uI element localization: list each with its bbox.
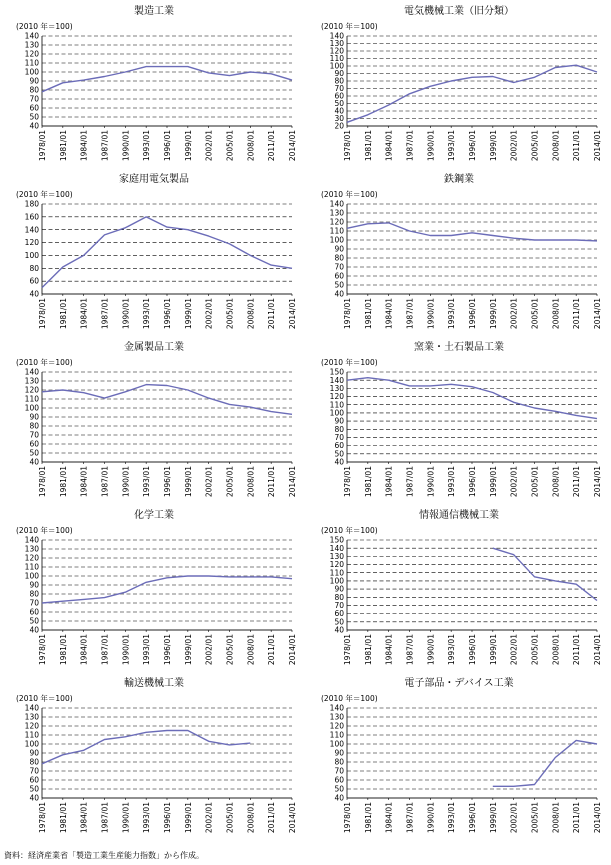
y-tick-label: 50 (334, 99, 344, 109)
y-tick-label: 100 (329, 576, 344, 586)
x-tick-label: 2011/01 (267, 802, 277, 834)
y-tick-label: 70 (29, 766, 39, 776)
x-tick-label: 1978/01 (38, 802, 47, 834)
y-tick-label: 50 (334, 617, 344, 627)
y-tick-label: 40 (29, 121, 39, 131)
y-tick-label: 90 (29, 76, 39, 86)
y-tick-label: 130 (329, 712, 344, 722)
x-tick-label: 1990/01 (121, 466, 131, 498)
y-tick-label: 70 (334, 84, 344, 94)
y-tick-label: 140 (24, 535, 39, 545)
x-tick-label: 2014/01 (288, 130, 297, 162)
x-tick-label: 1990/01 (426, 634, 436, 666)
chart-svg (4, 340, 304, 508)
x-tick-label: 2005/01 (530, 466, 540, 498)
x-tick-label: 1987/01 (100, 298, 110, 330)
y-tick-label: 90 (334, 69, 344, 79)
y-tick-label: 130 (24, 40, 39, 50)
y-tick-label: 20 (334, 121, 344, 131)
x-tick-label: 2014/01 (593, 298, 602, 330)
x-tick-label: 1996/01 (163, 130, 172, 162)
y-tick-label: 50 (334, 784, 344, 794)
y-tick-label: 120 (24, 553, 39, 563)
y-tick-label: 40 (334, 289, 344, 299)
y-tick-label: 70 (29, 94, 39, 104)
x-tick-label: 2002/01 (509, 802, 519, 834)
y-tick-label: 110 (329, 54, 344, 64)
y-tick-label: 80 (334, 76, 344, 86)
y-tick-label: 140 (329, 199, 344, 209)
x-tick-label: 2002/01 (509, 466, 519, 498)
y-tick-label: 110 (24, 730, 39, 740)
y-tick-label: 70 (334, 601, 344, 611)
chart-panel (4, 676, 304, 844)
x-tick-label: 1981/01 (363, 130, 373, 162)
y-tick-label: 100 (329, 61, 344, 71)
x-tick-label: 1993/01 (142, 466, 152, 498)
y-tick-label: 100 (24, 251, 39, 261)
x-tick-label: 2005/01 (225, 130, 235, 162)
y-tick-label: 80 (29, 85, 39, 95)
x-tick-label: 2008/01 (551, 466, 561, 498)
x-tick-label: 1981/01 (363, 634, 373, 666)
x-tick-label: 1978/01 (38, 298, 47, 330)
chart-svg (309, 172, 609, 340)
y-tick-label: 40 (29, 625, 39, 635)
y-tick-label: 140 (329, 31, 344, 41)
x-tick-label: 2005/01 (225, 802, 235, 834)
x-tick-label: 1990/01 (426, 298, 436, 330)
y-tick-label: 60 (334, 91, 344, 101)
y-tick-label: 120 (329, 392, 344, 402)
x-tick-label: 1987/01 (405, 466, 415, 498)
unit-label: (2010 年＝100) (321, 694, 378, 703)
y-tick-label: 140 (24, 225, 39, 235)
x-tick-label: 2002/01 (509, 298, 519, 330)
x-tick-label: 2008/01 (551, 129, 561, 162)
y-tick-label: 100 (329, 235, 344, 245)
x-tick-label: 1981/01 (363, 802, 373, 834)
y-tick-label: 70 (334, 766, 344, 776)
y-tick-label: 80 (334, 757, 344, 767)
y-tick-label: 160 (24, 212, 39, 222)
y-tick-label: 60 (334, 609, 344, 619)
series-line (42, 576, 292, 603)
x-tick-label: 1987/01 (100, 802, 110, 834)
x-tick-label: 1987/01 (405, 298, 415, 330)
x-tick-label: 1978/01 (38, 634, 47, 666)
x-tick-label: 1987/01 (405, 130, 415, 162)
y-tick-label: 100 (329, 739, 344, 749)
y-tick-label: 80 (29, 421, 39, 431)
x-tick-label: 2005/01 (530, 634, 540, 666)
x-tick-label: 2005/01 (530, 802, 540, 834)
y-tick-label: 110 (329, 400, 344, 410)
x-tick-label: 1984/01 (79, 298, 89, 330)
x-tick-label: 2008/01 (246, 129, 256, 162)
y-tick-label: 50 (29, 616, 39, 626)
unit-label: (2010 年＝100) (16, 190, 73, 199)
x-tick-label: 1999/01 (488, 130, 498, 162)
x-tick-label: 2008/01 (246, 466, 256, 498)
x-tick-label: 1981/01 (58, 130, 68, 162)
y-tick-label: 130 (24, 712, 39, 722)
chart-title: 窯業・土石製品工業 (414, 342, 504, 353)
x-tick-label: 2011/01 (267, 298, 277, 330)
series-line (42, 731, 292, 764)
x-tick-label: 2002/01 (204, 130, 214, 162)
x-tick-label: 2014/01 (288, 634, 297, 666)
x-tick-label: 2002/01 (204, 466, 214, 498)
series-line (347, 378, 597, 419)
chart-panel (4, 4, 304, 172)
chart-svg (309, 508, 609, 676)
x-tick-label: 1996/01 (468, 634, 477, 666)
x-tick-label: 1978/01 (343, 634, 352, 666)
x-tick-label: 1981/01 (363, 466, 373, 498)
x-tick-label: 1993/01 (447, 130, 457, 162)
y-tick-label: 140 (329, 375, 344, 385)
y-tick-label: 140 (329, 543, 344, 553)
x-tick-label: 1981/01 (363, 298, 373, 330)
x-tick-label: 1993/01 (142, 130, 152, 162)
x-tick-label: 1996/01 (163, 802, 172, 834)
chart-title: 輸送機械工業 (124, 678, 184, 689)
x-tick-label: 1996/01 (163, 466, 172, 498)
x-tick-label: 1999/01 (183, 130, 193, 162)
x-tick-label: 1999/01 (183, 802, 193, 834)
x-tick-label: 1990/01 (121, 298, 131, 330)
y-tick-label: 60 (29, 439, 39, 449)
x-tick-label: 2002/01 (204, 802, 214, 834)
chart-svg (4, 676, 304, 844)
x-tick-label: 2014/01 (288, 466, 297, 498)
y-tick-label: 130 (329, 551, 344, 561)
y-tick-label: 70 (334, 433, 344, 443)
x-tick-label: 1981/01 (58, 466, 68, 498)
x-tick-label: 1999/01 (488, 802, 498, 834)
source-note: 資料：経済産業省「製造工業生産能力指数」から作成。 (4, 851, 204, 860)
y-tick-label: 130 (329, 208, 344, 218)
x-tick-label: 2014/01 (593, 634, 602, 666)
unit-label: (2010 年＝100) (16, 358, 73, 367)
y-tick-label: 100 (24, 403, 39, 413)
x-tick-label: 2005/01 (530, 298, 540, 330)
x-tick-label: 2008/01 (246, 298, 256, 330)
x-tick-label: 2002/01 (509, 634, 519, 666)
y-tick-label: 80 (334, 424, 344, 434)
series-line (493, 548, 597, 600)
y-tick-label: 110 (24, 58, 39, 68)
series-line (42, 67, 292, 92)
x-tick-label: 2002/01 (204, 298, 214, 330)
x-tick-label: 1984/01 (384, 466, 394, 498)
x-tick-label: 1987/01 (100, 634, 110, 666)
x-tick-label: 1996/01 (468, 130, 477, 162)
x-tick-label: 2011/01 (572, 634, 582, 666)
unit-label: (2010 年＝100) (321, 358, 378, 367)
x-tick-label: 1981/01 (58, 298, 68, 330)
y-tick-label: 70 (29, 430, 39, 440)
chart-title: 情報通信機械工業 (419, 510, 499, 521)
x-tick-label: 2005/01 (225, 466, 235, 498)
x-tick-label: 2011/01 (572, 466, 582, 498)
x-tick-label: 1978/01 (343, 130, 352, 162)
x-tick-label: 2002/01 (204, 634, 214, 666)
y-tick-label: 60 (29, 775, 39, 785)
y-tick-label: 70 (334, 262, 344, 272)
x-tick-label: 2014/01 (288, 802, 297, 834)
y-tick-label: 50 (29, 448, 39, 458)
series-line (493, 740, 597, 786)
x-tick-label: 2005/01 (225, 298, 235, 330)
x-tick-label: 2014/01 (288, 298, 297, 330)
y-tick-label: 80 (29, 589, 39, 599)
y-tick-label: 90 (29, 580, 39, 590)
x-tick-label: 2014/01 (593, 130, 602, 162)
x-tick-label: 1987/01 (405, 634, 415, 666)
y-tick-label: 80 (334, 253, 344, 263)
y-tick-label: 90 (334, 748, 344, 758)
y-tick-label: 100 (24, 571, 39, 581)
y-tick-label: 110 (329, 730, 344, 740)
x-tick-label: 2005/01 (225, 634, 235, 666)
x-tick-label: 1984/01 (384, 298, 394, 330)
y-tick-label: 90 (29, 748, 39, 758)
y-tick-label: 50 (334, 280, 344, 290)
y-tick-label: 140 (329, 703, 344, 713)
y-tick-label: 100 (329, 408, 344, 418)
y-tick-label: 120 (24, 721, 39, 731)
y-tick-label: 90 (29, 412, 39, 422)
y-tick-label: 60 (29, 103, 39, 113)
x-tick-label: 2002/01 (509, 130, 519, 162)
x-tick-label: 1978/01 (343, 298, 352, 330)
unit-label: (2010 年＝100) (16, 526, 73, 535)
x-tick-label: 1999/01 (488, 466, 498, 498)
y-tick-label: 110 (329, 568, 344, 578)
y-tick-label: 50 (29, 784, 39, 794)
x-tick-label: 1993/01 (447, 466, 457, 498)
y-tick-label: 120 (329, 46, 344, 56)
chart-svg (309, 340, 609, 508)
chart-panel (309, 172, 609, 340)
chart-title: 電子部品・デバイス工業 (404, 678, 514, 689)
x-tick-label: 1999/01 (183, 466, 193, 498)
y-tick-label: 40 (29, 289, 39, 299)
y-tick-label: 50 (334, 449, 344, 459)
x-tick-label: 2011/01 (572, 130, 582, 162)
y-tick-label: 40 (334, 793, 344, 803)
y-tick-label: 40 (29, 457, 39, 467)
y-tick-label: 80 (29, 263, 39, 273)
x-tick-label: 1987/01 (405, 802, 415, 834)
y-tick-label: 130 (329, 383, 344, 393)
x-tick-label: 1978/01 (343, 466, 352, 498)
y-tick-label: 90 (334, 416, 344, 426)
x-tick-label: 1993/01 (142, 298, 152, 330)
x-tick-label: 1990/01 (121, 634, 131, 666)
unit-label: (2010 年＝100) (321, 22, 378, 31)
y-tick-label: 60 (334, 775, 344, 785)
x-tick-label: 1984/01 (79, 802, 89, 834)
unit-label: (2010 年＝100) (321, 190, 378, 199)
x-tick-label: 2008/01 (551, 802, 561, 834)
x-tick-label: 1978/01 (38, 466, 47, 498)
y-tick-label: 130 (329, 39, 344, 49)
x-tick-label: 1984/01 (79, 130, 89, 162)
x-tick-label: 1984/01 (384, 802, 394, 834)
x-tick-label: 2005/01 (530, 130, 540, 162)
chart-panel (309, 508, 609, 676)
x-tick-label: 2011/01 (572, 802, 582, 834)
x-tick-label: 2011/01 (267, 466, 277, 498)
y-tick-label: 120 (24, 385, 39, 395)
y-tick-label: 140 (24, 367, 39, 377)
x-tick-label: 1981/01 (58, 634, 68, 666)
chart-svg (4, 172, 304, 340)
y-tick-label: 60 (334, 441, 344, 451)
x-tick-label: 1993/01 (447, 802, 457, 834)
x-tick-label: 1996/01 (468, 298, 477, 330)
y-tick-label: 30 (334, 114, 344, 124)
chart-svg (309, 4, 609, 172)
x-tick-label: 1987/01 (100, 466, 110, 498)
chart-title: 化学工業 (134, 510, 174, 521)
x-tick-label: 1987/01 (100, 130, 110, 162)
unit-label: (2010 年＝100) (321, 526, 378, 535)
x-tick-label: 1996/01 (468, 802, 477, 834)
x-tick-label: 1999/01 (183, 298, 193, 330)
x-tick-label: 1999/01 (488, 298, 498, 330)
x-tick-label: 1996/01 (163, 634, 172, 666)
x-tick-label: 1990/01 (121, 802, 131, 834)
x-tick-label: 2011/01 (267, 130, 277, 162)
y-tick-label: 150 (329, 535, 344, 545)
x-tick-label: 1996/01 (468, 466, 477, 498)
y-tick-label: 110 (329, 226, 344, 236)
unit-label: (2010 年＝100) (16, 694, 73, 703)
y-tick-label: 150 (329, 367, 344, 377)
y-tick-label: 60 (29, 276, 39, 286)
y-tick-label: 120 (329, 217, 344, 227)
x-tick-label: 2008/01 (551, 634, 561, 666)
chart-svg (4, 508, 304, 676)
y-tick-label: 50 (29, 112, 39, 122)
series-line (42, 385, 292, 415)
x-tick-label: 1990/01 (426, 802, 436, 834)
x-tick-label: 2011/01 (267, 634, 277, 666)
y-tick-label: 80 (29, 757, 39, 767)
x-tick-label: 1984/01 (384, 130, 394, 162)
x-tick-label: 2014/01 (593, 466, 602, 498)
y-tick-label: 120 (24, 238, 39, 248)
y-tick-label: 120 (329, 721, 344, 731)
y-tick-label: 80 (334, 592, 344, 602)
y-tick-label: 180 (24, 199, 39, 209)
y-tick-label: 40 (29, 793, 39, 803)
y-tick-label: 140 (24, 703, 39, 713)
x-tick-label: 1990/01 (121, 130, 131, 162)
y-tick-label: 140 (24, 31, 39, 41)
y-tick-label: 110 (24, 562, 39, 572)
chart-svg (4, 4, 304, 172)
series-line (347, 223, 597, 241)
x-tick-label: 2008/01 (246, 802, 256, 834)
x-tick-label: 1978/01 (38, 130, 47, 162)
chart-panel (309, 4, 609, 172)
y-tick-label: 110 (24, 394, 39, 404)
x-tick-label: 1996/01 (163, 298, 172, 330)
chart-svg (309, 676, 609, 844)
x-tick-label: 1990/01 (426, 466, 436, 498)
y-tick-label: 100 (24, 739, 39, 749)
chart-panel (309, 340, 609, 508)
y-tick-label: 70 (29, 598, 39, 608)
y-tick-label: 120 (24, 49, 39, 59)
chart-title: 電気機械工業（旧分類） (404, 6, 514, 17)
y-tick-label: 60 (29, 607, 39, 617)
x-tick-label: 1993/01 (447, 634, 457, 666)
x-tick-label: 1999/01 (183, 634, 193, 666)
x-tick-label: 2008/01 (551, 298, 561, 330)
x-tick-label: 1993/01 (142, 802, 152, 834)
chart-panel (4, 172, 304, 340)
y-tick-label: 40 (334, 106, 344, 116)
x-tick-label: 1990/01 (426, 130, 436, 162)
x-tick-label: 1993/01 (447, 298, 457, 330)
x-tick-label: 1978/01 (343, 802, 352, 834)
y-tick-label: 100 (24, 67, 39, 77)
y-tick-label: 130 (24, 376, 39, 386)
x-tick-label: 1981/01 (58, 802, 68, 834)
y-tick-label: 90 (334, 584, 344, 594)
y-tick-label: 120 (329, 560, 344, 570)
x-tick-label: 1984/01 (79, 466, 89, 498)
y-tick-label: 130 (24, 544, 39, 554)
series-line (42, 217, 292, 288)
chart-title: 製造工業 (134, 6, 174, 17)
y-tick-label: 90 (334, 244, 344, 254)
y-tick-label: 40 (334, 625, 344, 635)
chart-panel (4, 508, 304, 676)
x-tick-label: 1984/01 (79, 634, 89, 666)
x-tick-label: 1984/01 (384, 634, 394, 666)
y-tick-label: 40 (334, 457, 344, 467)
chart-title: 金属製品工業 (124, 342, 184, 353)
unit-label: (2010 年＝100) (16, 22, 73, 31)
chart-panel (309, 676, 609, 844)
x-tick-label: 1999/01 (488, 634, 498, 666)
x-tick-label: 2008/01 (246, 634, 256, 666)
y-tick-label: 60 (334, 271, 344, 281)
chart-title: 家庭用電気製品 (119, 174, 189, 185)
x-tick-label: 1993/01 (142, 634, 152, 666)
x-tick-label: 2011/01 (572, 298, 582, 330)
chart-panel (4, 340, 304, 508)
chart-title: 鉄鋼業 (444, 174, 474, 185)
x-tick-label: 2014/01 (593, 802, 602, 834)
